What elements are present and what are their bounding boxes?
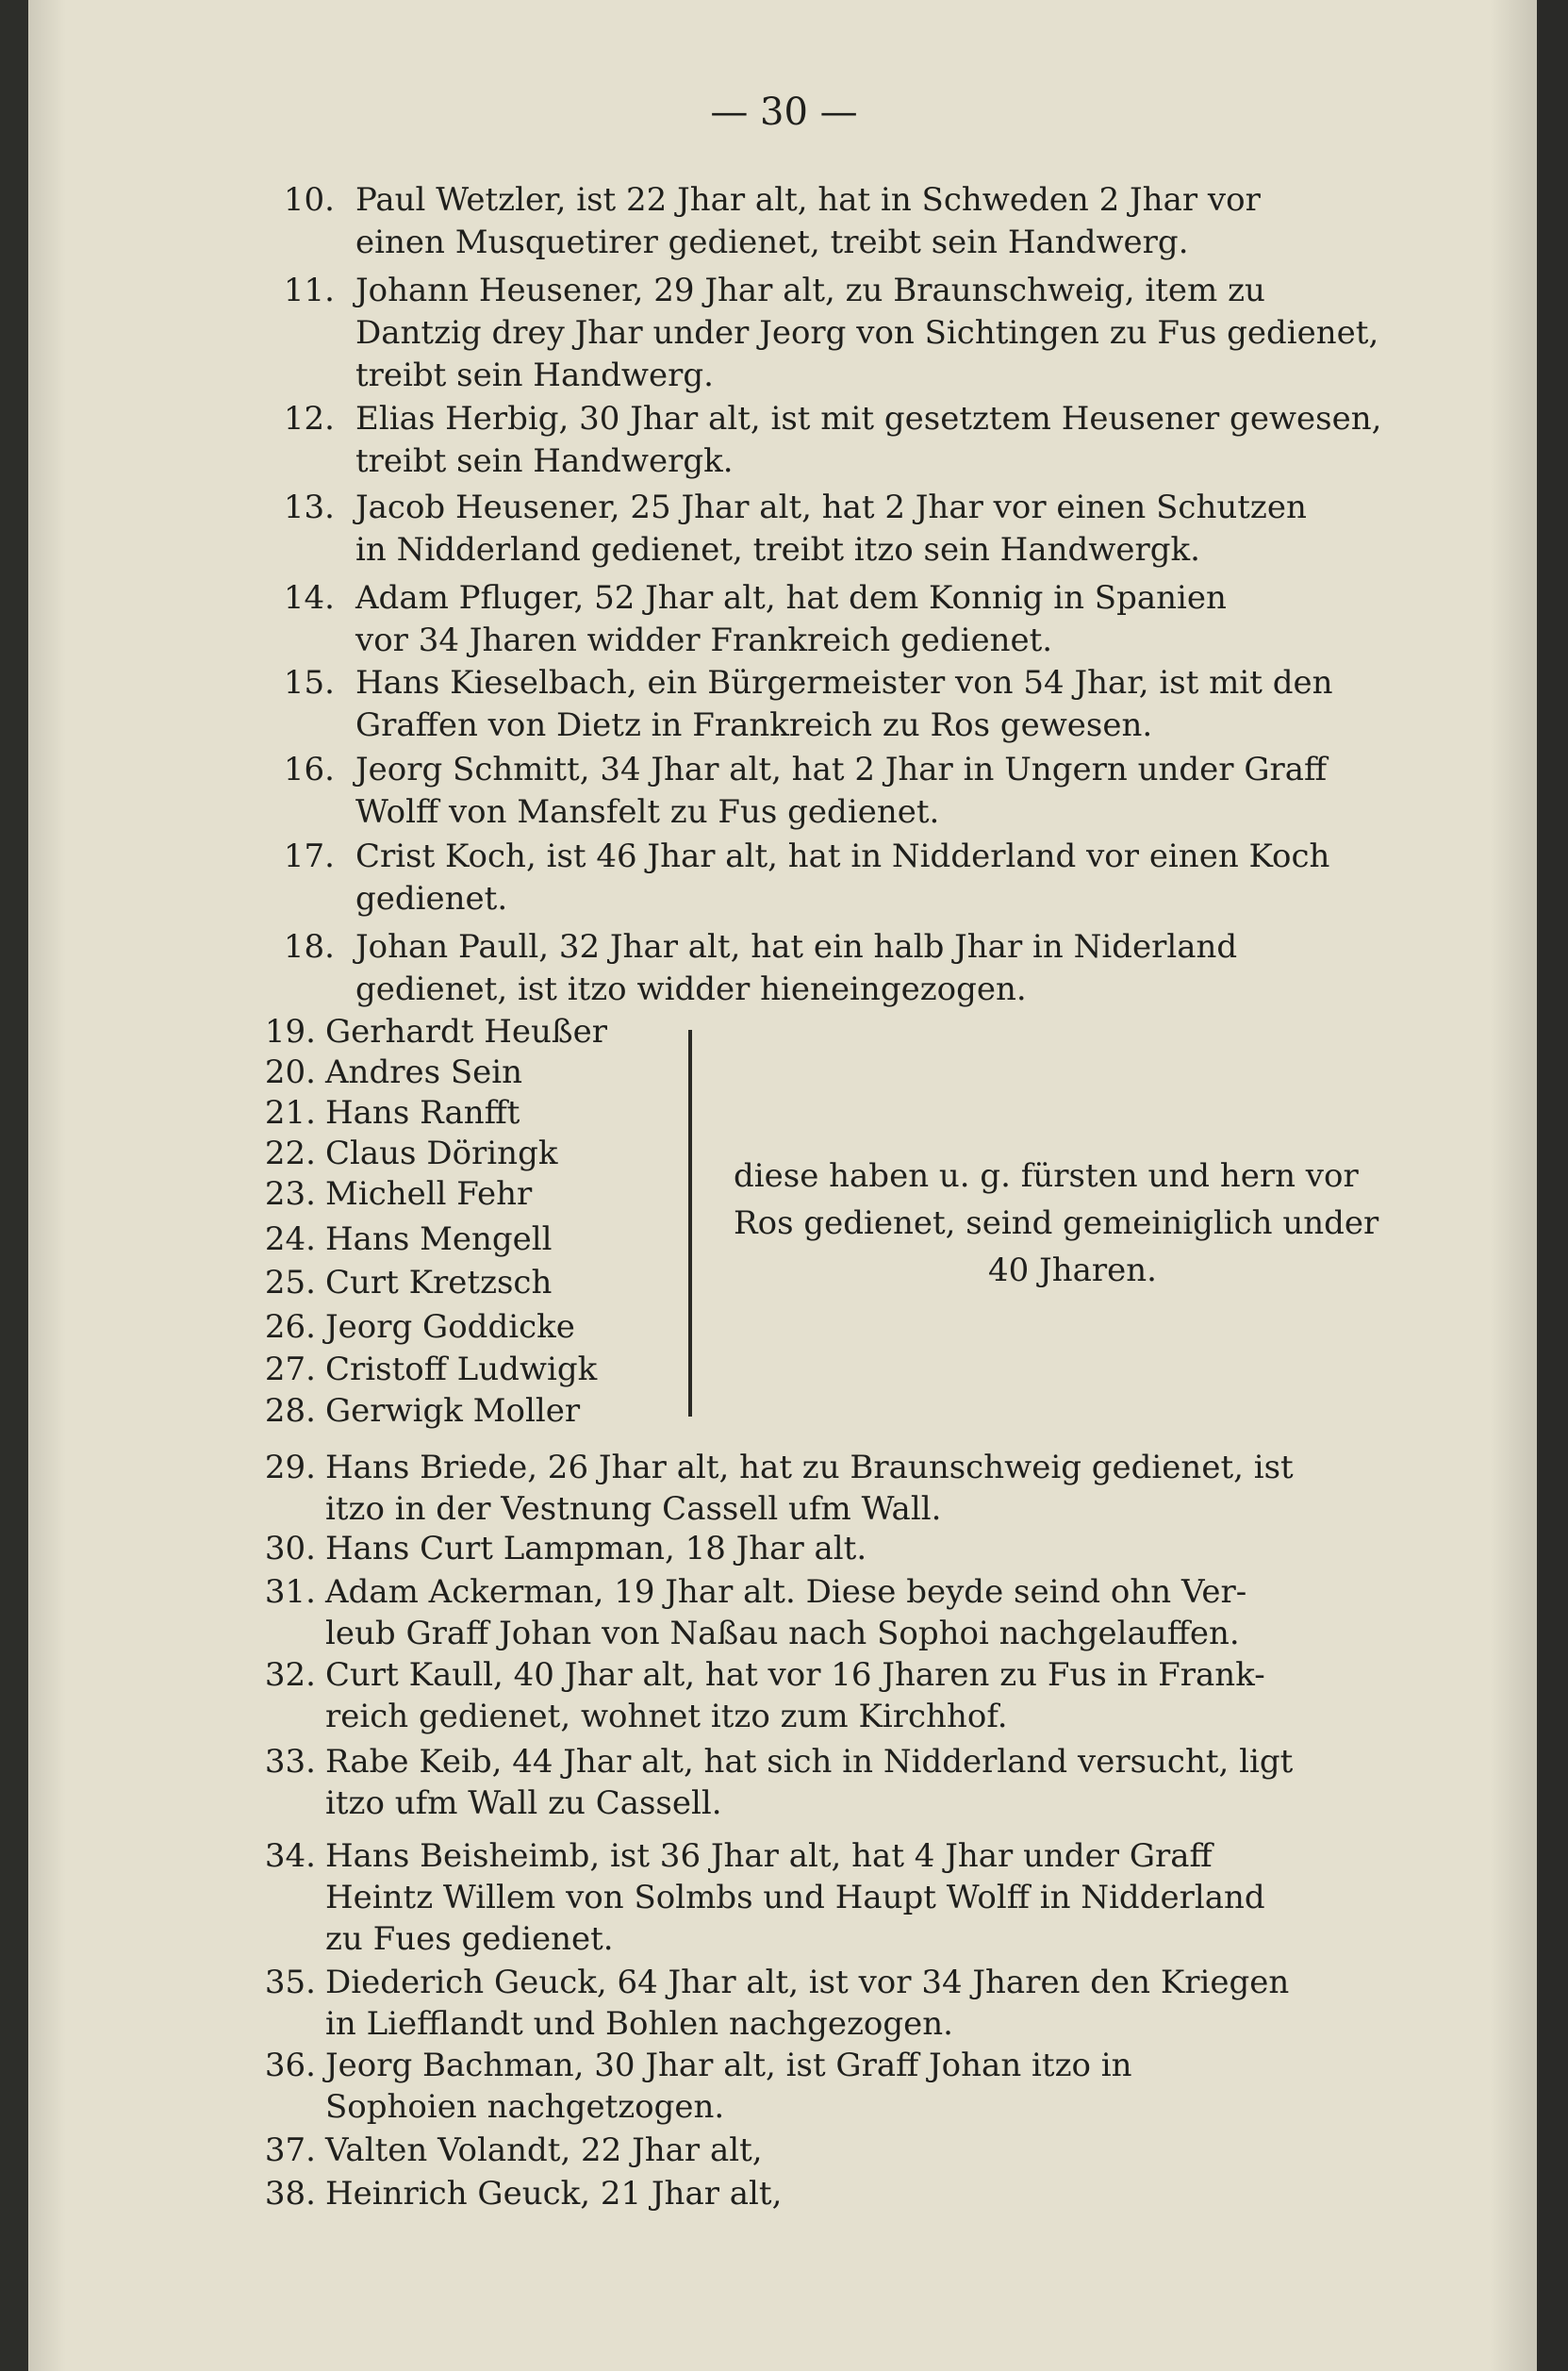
group-note — [734, 1152, 1450, 1294]
entry-number: 35. — [264, 1964, 316, 2001]
note-line: 40 Jharen. — [988, 1252, 1157, 1289]
entry-name: Michell Fehr — [325, 1175, 533, 1213]
entry-name: Gerhardt Heußer — [325, 1013, 607, 1051]
page-edge — [1537, 0, 1568, 2371]
entry-line: einen Musquetirer gedienet, treibt sein Handwerg. — [355, 224, 1189, 261]
entry-name: Hans Ranfft — [325, 1094, 520, 1132]
entry-line: gedienet. — [355, 880, 508, 918]
entry-number: 11. — [283, 272, 335, 309]
entry-name: Claus Döringk — [325, 1135, 558, 1172]
entry-line: Valten Volandt, 22 Jhar alt, — [325, 2131, 763, 2169]
entry-number: 19. — [264, 1013, 316, 1051]
entry-number: 34. — [264, 1837, 316, 1875]
entry-number: 25. — [264, 1264, 316, 1302]
entry-number: 36. — [264, 2047, 316, 2084]
entry-name: Andres Sein — [325, 1053, 523, 1091]
entry-name: Jeorg Goddicke — [325, 1308, 575, 1346]
entry-number: 13. — [283, 489, 335, 526]
entry-line: Curt Kaull, 40 Jhar alt, hat vor 16 Jharen zu Fus in Frank- — [325, 1656, 1265, 1694]
entry-number: 29. — [264, 1449, 316, 1486]
entry-number: 17. — [283, 837, 335, 875]
entry-number: 14. — [283, 579, 335, 617]
entry-line: Elias Herbig, 30 Jhar alt, ist mit gesetztem Heusener gewesen, — [355, 400, 1382, 438]
entry-line: Paul Wetzler, ist 22 Jhar alt, hat in Schweden 2 Jhar vor — [355, 181, 1261, 219]
entry-line: itzo ufm Wall zu Cassell. — [325, 1784, 722, 1822]
entry-number: 21. — [264, 1094, 316, 1132]
entry-number: 23. — [264, 1175, 316, 1213]
entry-name: Curt Kretzsch — [325, 1264, 553, 1302]
entry-line: Johan Paull, 32 Jhar alt, hat ein halb Jhar in Niderland — [355, 928, 1238, 966]
entry-number: 33. — [264, 1743, 316, 1781]
entry-line: treibt sein Handwergk. — [355, 442, 734, 480]
entry-line: Jeorg Bachman, 30 Jhar alt, ist Graff Johan itzo in — [325, 2047, 1132, 2084]
entry-line: treibt sein Handwerg. — [355, 356, 714, 394]
entry-line: leub Graff Johan von Naßau nach Sophoi nachgelauffen. — [325, 1615, 1240, 1652]
entry-line: gedienet, ist itzo widder hieneingezogen. — [355, 970, 1027, 1008]
entry-line: Heintz Willem von Solmbs und Haupt Wolff in Nidderland — [325, 1879, 1265, 1916]
entry-name: Gerwigk Moller — [325, 1392, 581, 1430]
entry-number: 32. — [264, 1656, 316, 1694]
entry-line: vor 34 Jharen widder Frankreich gedienet. — [355, 622, 1053, 659]
entry-line: Jacob Heusener, 25 Jhar alt, hat 2 Jhar vor einen Schutzen — [355, 489, 1307, 526]
entry-number: 26. — [264, 1308, 316, 1346]
entry-line: Hans Briede, 26 Jhar alt, hat zu Braunschweig gedienet, ist — [325, 1449, 1294, 1486]
group-brace — [688, 1030, 692, 1417]
entry-line: Hans Beisheimb, ist 36 Jhar alt, hat 4 Jhar under Graff — [325, 1837, 1213, 1875]
entry-name: Cristoff Ludwigk — [325, 1351, 598, 1388]
entry-number: 38. — [264, 2175, 316, 2213]
entry-name: Hans Mengell — [325, 1220, 553, 1258]
entry-number: 30. — [264, 1530, 316, 1567]
entry-line: in Liefflandt und Bohlen nachgezogen. — [325, 2005, 953, 2043]
entry-number: 27. — [264, 1351, 316, 1388]
page-number: — 30 — — [710, 91, 858, 134]
entry-line: Hans Kieselbach, ein Bürgermeister von 54 Jhar, ist mit den — [355, 664, 1333, 702]
entry-line: Adam Pfluger, 52 Jhar alt, hat dem Konnig in Spanien — [355, 579, 1227, 617]
entry-number: 28. — [264, 1392, 316, 1430]
entry-number: 24. — [264, 1220, 316, 1258]
entry-number: 37. — [264, 2131, 316, 2169]
entry-number: 16. — [283, 751, 335, 788]
entry-line: Jeorg Schmitt, 34 Jhar alt, hat 2 Jhar in Ungern under Graff — [355, 751, 1328, 788]
note-line: Ros gedienet, seind gemeiniglich under — [734, 1204, 1379, 1242]
entry-number: 20. — [264, 1053, 316, 1091]
entry-line: Dantzig drey Jhar under Jeorg von Sichtingen zu Fus gedienet, — [355, 314, 1379, 352]
entry-line: Johann Heusener, 29 Jhar alt, zu Braunschweig, item zu — [355, 272, 1265, 309]
entry-line: Rabe Keib, 44 Jhar alt, hat sich in Nidderland versucht, ligt — [325, 1743, 1294, 1781]
entry-line: Graffen von Dietz in Frankreich zu Ros gewesen. — [355, 706, 1153, 744]
entry-line: Crist Koch, ist 46 Jhar alt, hat in Nidderland vor einen Koch — [355, 837, 1330, 875]
entry-number: 12. — [283, 400, 335, 438]
entry-line: zu Fues gedienet. — [325, 1920, 614, 1958]
entry-number: 22. — [264, 1135, 316, 1172]
entry-line: in Nidderland gedienet, treibt itzo sein Handwergk. — [355, 531, 1200, 569]
entry-line: Diederich Geuck, 64 Jhar alt, ist vor 34 Jharen den Kriegen — [325, 1964, 1290, 2001]
entry-number: 31. — [264, 1573, 316, 1611]
entry-line: Adam Ackerman, 19 Jhar alt. Diese beyde seind ohn Ver- — [325, 1573, 1247, 1611]
entry-number: 10. — [283, 181, 335, 219]
entry-line: Heinrich Geuck, 21 Jhar alt, — [325, 2175, 783, 2213]
entry-line: Sophoien nachgetzogen. — [325, 2088, 725, 2126]
entry-number: 18. — [283, 928, 335, 966]
entry-number: 15. — [283, 664, 335, 702]
entry-line: Wolff von Mansfelt zu Fus gedienet. — [355, 793, 940, 831]
entry-line: itzo in der Vestnung Cassell ufm Wall. — [325, 1490, 942, 1528]
entry-line: Hans Curt Lampman, 18 Jhar alt. — [325, 1530, 867, 1567]
book-spine — [0, 0, 28, 2371]
note-line: diese haben u. g. fürsten und hern vor — [734, 1157, 1359, 1195]
entry-line: reich gedienet, wohnet itzo zum Kirchhof. — [325, 1698, 1008, 1735]
